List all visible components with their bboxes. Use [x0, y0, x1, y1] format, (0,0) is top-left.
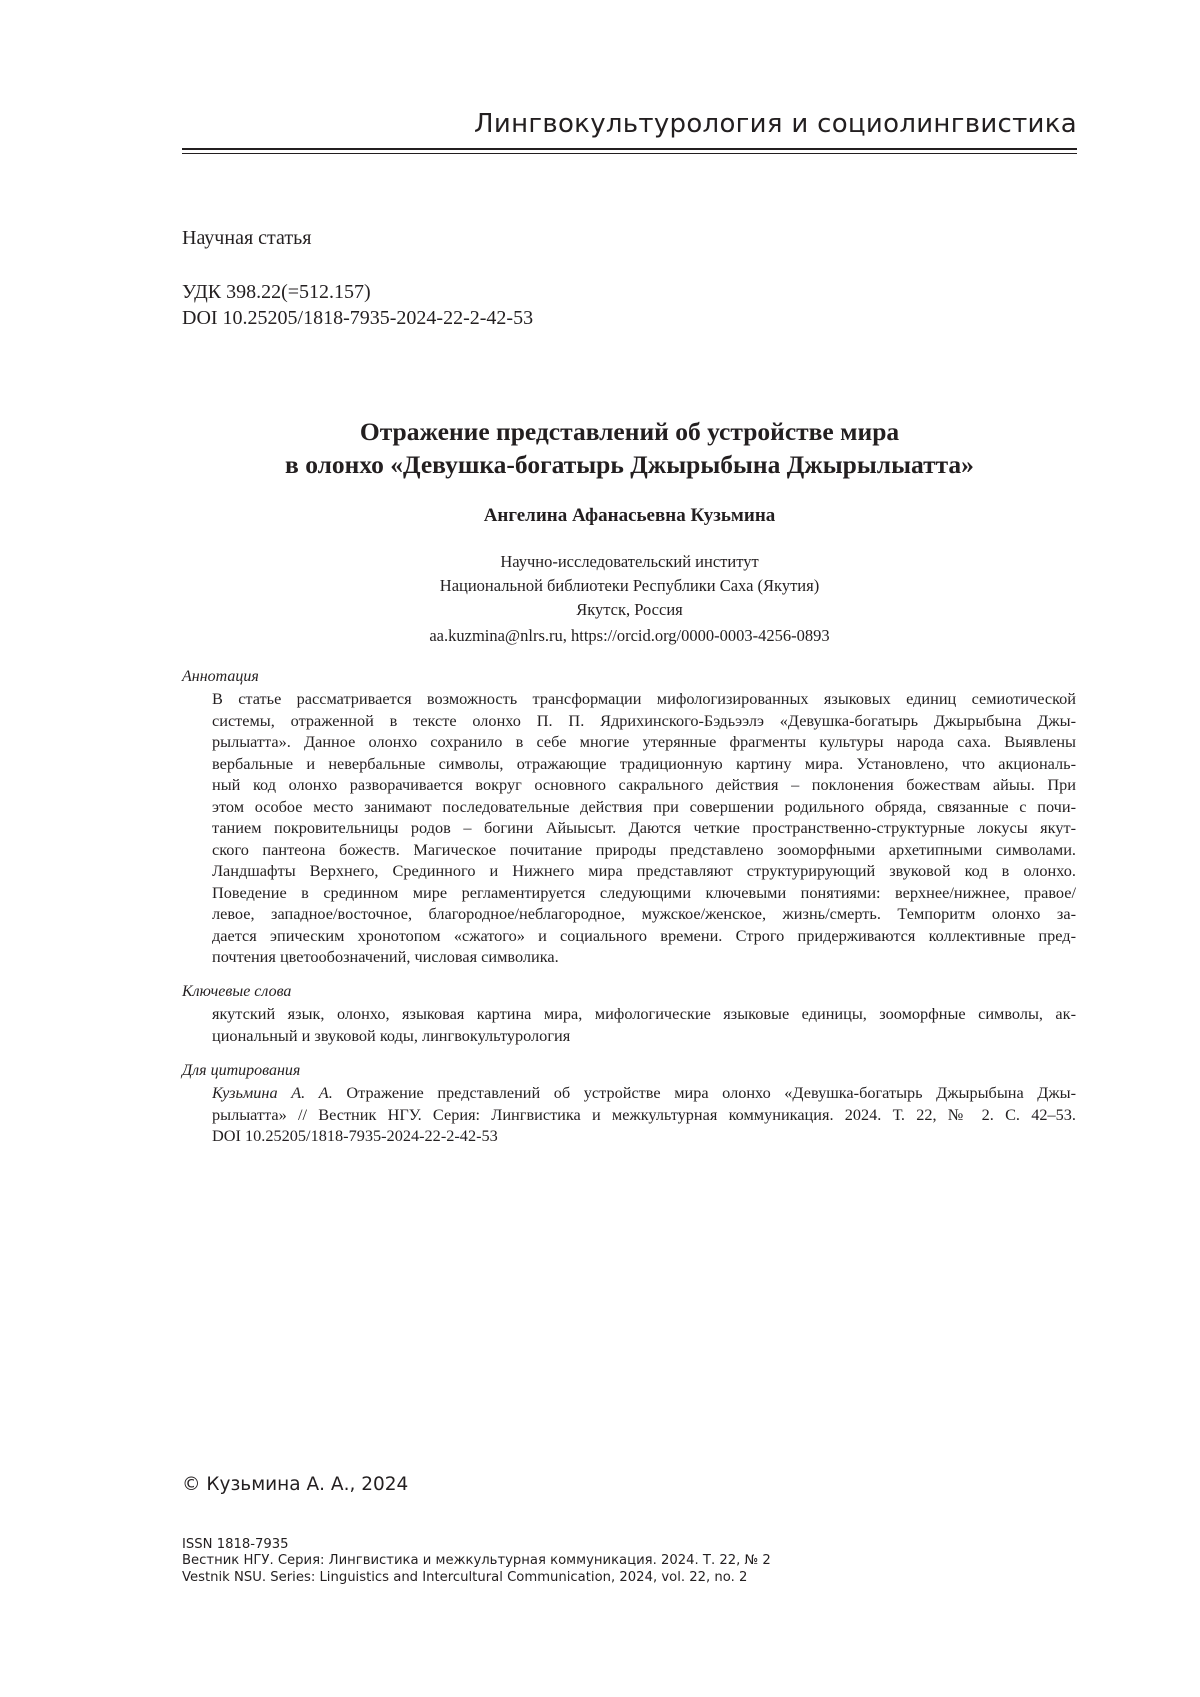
citation-label: Для цитирования [182, 1062, 300, 1080]
abstract-line: танием покровительницы родов – богини Айыысыт. Даются четкие пространственно-структурные локусы якут- [212, 817, 1076, 839]
abstract-line: ского пантеона божеств. Магическое почитание природы представлено зооморфными архетипными символами. [212, 839, 1076, 861]
article-type: Научная статья [182, 227, 311, 250]
abstract-line: рылыатта». Данное олонхо сохранило в себе многие утерянные фрагменты культуры народа саха. Выявлены [212, 731, 1076, 753]
keywords-line: циональный и звуковой коды, лингвокультурология [212, 1025, 1076, 1047]
abstract-line: почтения цветообозначений, числовая символика. [212, 946, 1076, 968]
author-contacts[interactable]: aa.kuzmina@nlrs.ru, https://orcid.org/0000-0003-4256-0893 [182, 626, 1077, 646]
journal-footer [182, 1537, 771, 1586]
affiliation [182, 550, 1077, 622]
abstract-line: Поведение в срединном мире регламентируется следующими ключевыми понятиями: верхнее/нижнее, правое/ [212, 882, 1076, 904]
keywords-label: Ключевые слова [182, 983, 291, 1001]
abstract-label: Аннотация [182, 668, 259, 686]
citation-line: рылыатта» // Вестник НГУ. Серия: Лингвистика и межкультурная коммуникация. 2024. Т. 22, № 2. С. 42–53. [212, 1104, 1076, 1126]
article-page [0, 0, 1200, 1697]
journal-name-ru: Вестник НГУ. Серия: Лингвистика и межкультурная коммуникация. 2024. Т. 22, № 2 [182, 1553, 771, 1569]
affiliation-line: Научно-исследовательский институт [182, 550, 1077, 574]
abstract-line: ный код олонхо разворачивается вокруг основного сакрального действия – поклонения божествам айыы. При [212, 774, 1076, 796]
abstract-line: В статье рассматривается возможность трансформации мифологизированных языковых единиц семиотической [212, 688, 1076, 710]
doi: DOI 10.25205/1818-7935-2024-22-2-42-53 [182, 307, 533, 330]
abstract-line: Ландшафты Верхнего, Срединного и Нижнего мира представляют структурирующий звуковой код в олонхо. [212, 860, 1076, 882]
udc-code: УДК 398.22(=512.157) [182, 281, 371, 304]
affiliation-line: Якутск, Россия [182, 598, 1077, 622]
keywords-text [212, 1003, 1076, 1046]
author-name: Ангелина Афанасьевна Кузьмина [182, 505, 1077, 527]
citation-title: Отражение представлений об устройстве мира олонхо «Девушка-богатырь Джырыбына Джы- [333, 1083, 1076, 1102]
issn: ISSN 1818-7935 [182, 1537, 771, 1553]
citation-line [212, 1082, 1076, 1104]
title-line: Отражение представлений об устройстве мира [182, 415, 1077, 448]
abstract-line: системы, отраженной в тексте олонхо П. П. Ядрихинского-Бэдьээлэ «Девушка-богатырь Джырыбына Джы- [212, 710, 1076, 732]
citation-author: Кузьмина А. А. [212, 1083, 333, 1102]
citation-text [212, 1082, 1076, 1147]
journal-name-en: Vestnik NSU. Series: Linguistics and Intercultural Communication, 2024, vol. 22, no. 2 [182, 1570, 771, 1586]
copyright: © Кузьмина А. А., 2024 [182, 1474, 408, 1495]
article-title [182, 415, 1077, 481]
abstract-line: левое, западное/восточное, благородное/неблагородное, мужское/женское, жизнь/смерть. Темпоритм олонхо за- [212, 903, 1076, 925]
header-rule-thin [182, 153, 1077, 154]
title-line: в олонхо «Девушка-богатырь Джырыбына Джырылыатта» [182, 448, 1077, 481]
running-head: Лингвокультурология и социолингвистика [182, 109, 1077, 139]
affiliation-line: Национальной библиотеки Республики Саха (Якутия) [182, 574, 1077, 598]
abstract-line: вербальные и невербальные символы, отражающие традиционную картину мира. Установлено, что акциональ- [212, 753, 1076, 775]
abstract-line: дается эпическим хронотопом «сжатого» и социального времени. Строго придерживаются коллективные пред- [212, 925, 1076, 947]
citation-doi: DOI 10.25205/1818-7935-2024-22-2-42-53 [212, 1125, 1076, 1147]
header-rule-thick [182, 148, 1077, 150]
abstract-line: этом особое место занимают последовательные действия при совершении родильного обряда, связанные с почи- [212, 796, 1076, 818]
abstract-text [212, 688, 1076, 968]
keywords-line: якутский язык, олонхо, языковая картина мира, мифологические языковые единицы, зооморфные символы, ак- [212, 1003, 1076, 1025]
